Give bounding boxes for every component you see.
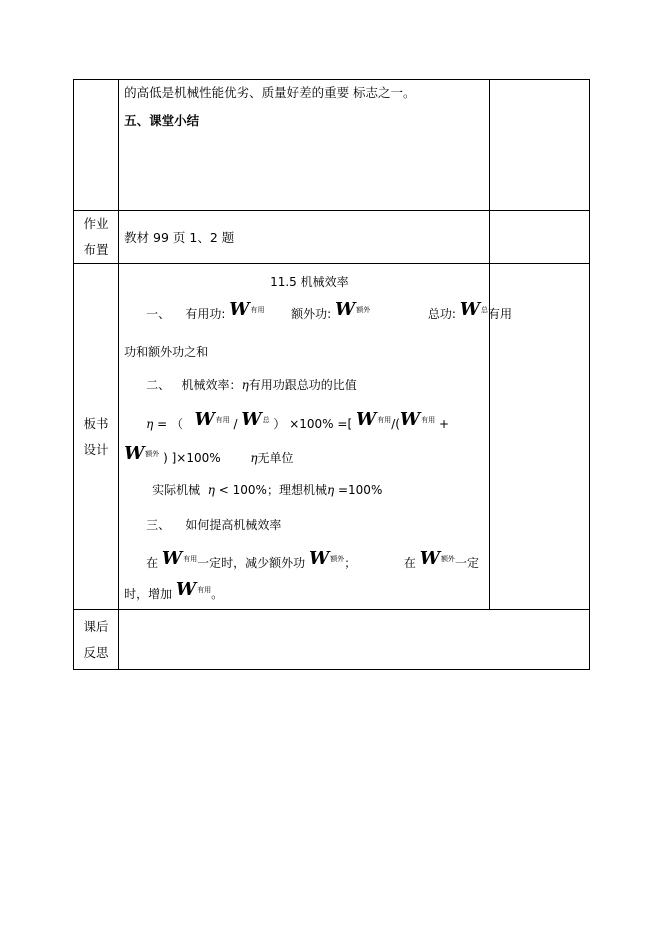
summary-heading: 五、课堂小结 bbox=[124, 113, 200, 128]
w-useful-symbol: W bbox=[229, 299, 250, 320]
section-three-detail: 在 $W^{有用}$一定时，减少额外功 $W^{额外}$； 在 $W^{额外}$一定 bbox=[146, 548, 479, 570]
board-title: 11.5 机械效率 bbox=[270, 275, 349, 289]
section-one-line: 一、 有用功: $W^{有用}$ 额外功: $W^{额外}$ 总功: $W^总$有用 bbox=[146, 299, 513, 321]
section-two-line: 二、 机械效率：η有用功跟总功的比值 bbox=[146, 378, 357, 392]
summary-row bbox=[74, 80, 590, 211]
section-three-detail2: 时，增加 $W^{有用}$。 bbox=[124, 579, 224, 601]
homework-content: 教材 99 页 1、2 题 bbox=[124, 230, 235, 245]
board-label: 板书 设计 bbox=[74, 264, 119, 610]
reflection-row bbox=[74, 610, 590, 670]
summary-notes-cell bbox=[489, 80, 589, 211]
w-total-symbol: W bbox=[459, 299, 480, 320]
summary-label-cell bbox=[74, 80, 119, 211]
section-one-line2: 功和额外功之和 bbox=[124, 345, 209, 359]
efficiency-formula: η = （ $W^{有用} / W^总$ ） ×100% =[ $W^{有用}/(W^{有用}$ + bbox=[146, 409, 450, 431]
board-content bbox=[119, 264, 513, 608]
board-content-cell bbox=[119, 264, 513, 610]
w-extra-symbol: W bbox=[335, 299, 356, 320]
continuation-text: 的高低是机械性能优劣、质量好差的重要 标志之一。 bbox=[124, 85, 416, 100]
board-design-row bbox=[74, 264, 590, 610]
homework-notes-cell bbox=[489, 211, 589, 264]
homework-row bbox=[74, 211, 590, 264]
reflection-content-cell[interactable] bbox=[119, 610, 590, 670]
section-three-line: 三、 如何提高机械效率 bbox=[146, 518, 282, 532]
real-vs-ideal-line: 实际机械 η < 100%；理想机械η =100% bbox=[152, 483, 383, 497]
efficiency-formula-cont: $W^{额外}$ ) ]×100% η无单位 bbox=[124, 443, 294, 465]
reflection-label: 课后 反思 bbox=[74, 610, 119, 670]
summary-content-cell bbox=[119, 80, 490, 211]
homework-label: 作业 布置 bbox=[74, 211, 119, 264]
homework-content-cell bbox=[119, 211, 490, 264]
lesson-plan-table bbox=[73, 79, 590, 670]
